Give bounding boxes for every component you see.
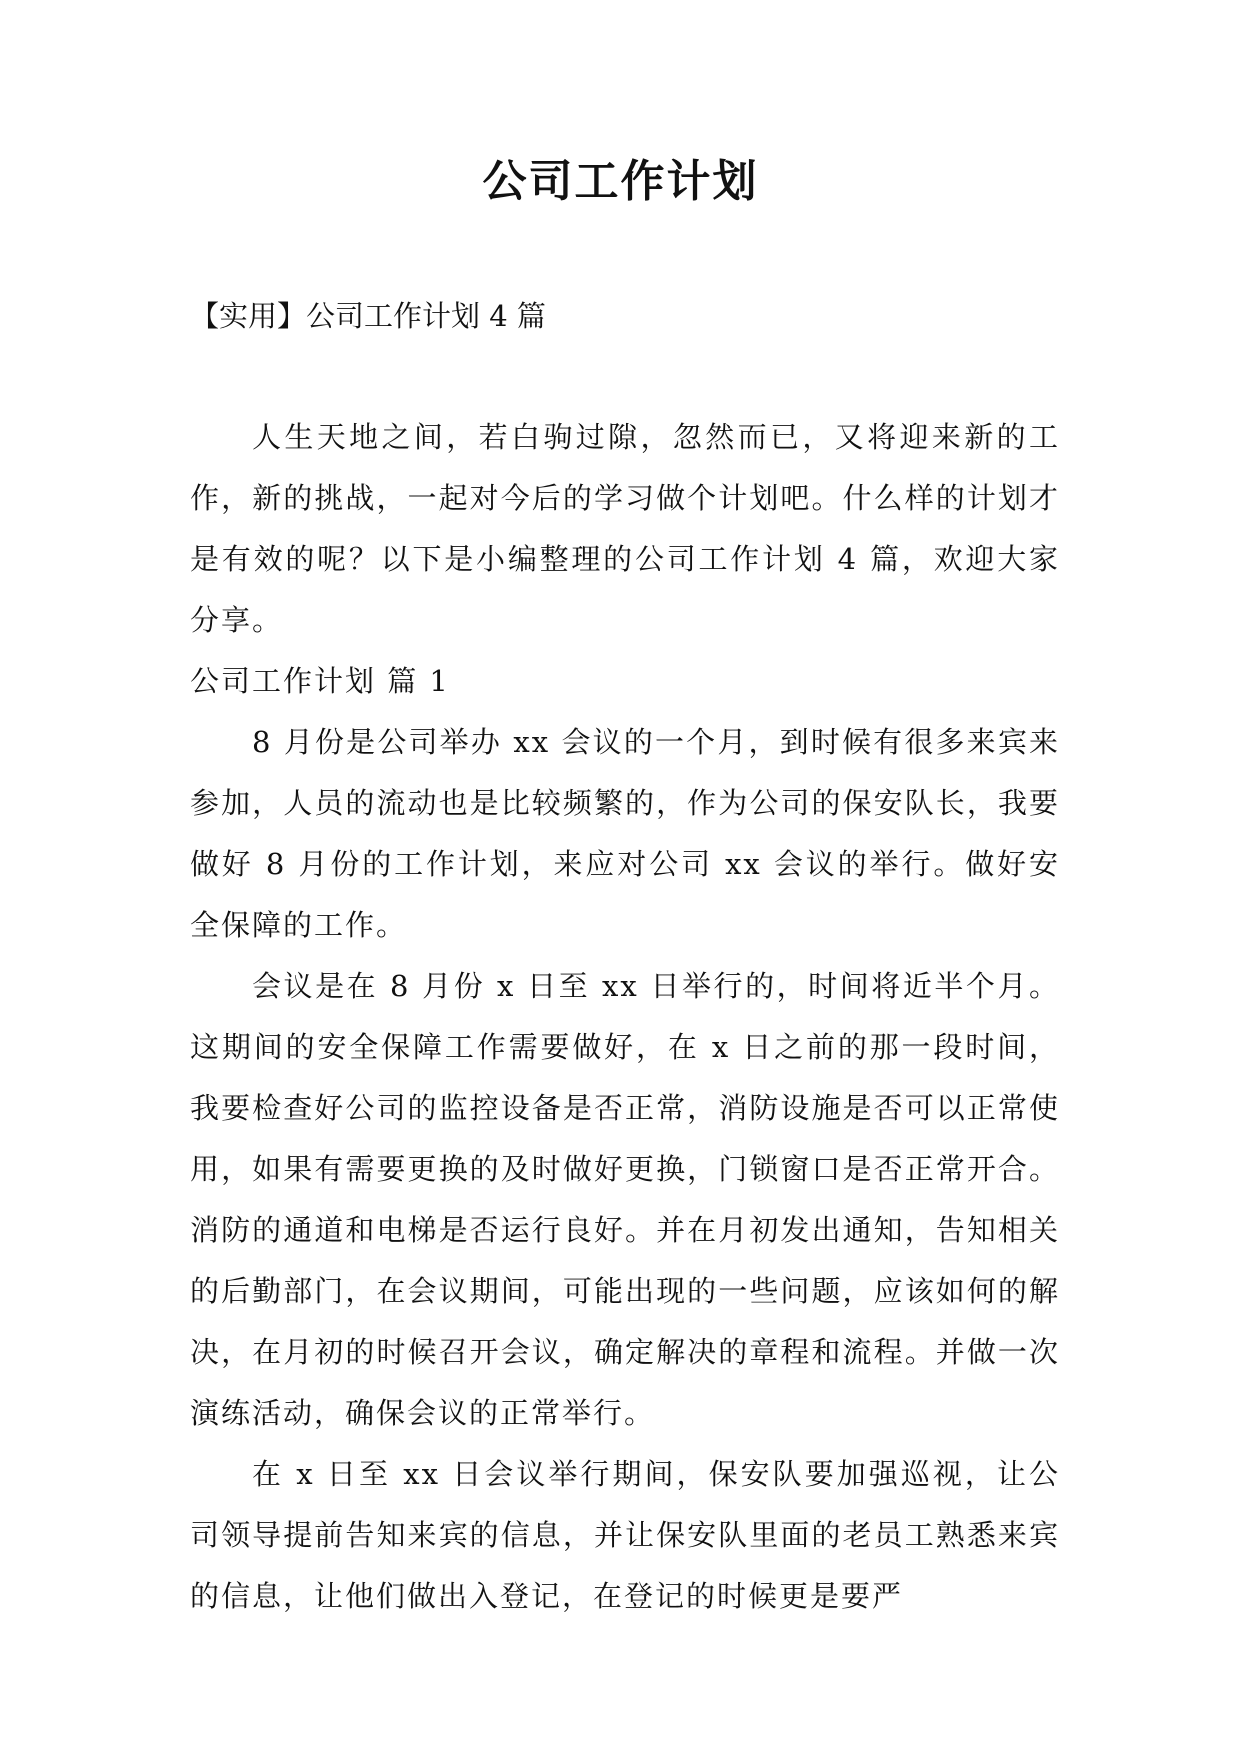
body-paragraph: 8 月份是公司举办 xx 会议的一个月，到时候有很多来宾来参加，人员的流动也是比较频繁的，作为公司的保安队长，我要做好 8 月份的工作计划，来应对公司 xx 会议的举行。做好安全保障的工作。 <box>190 725 1060 942</box>
body-paragraph: 在 x 日至 xx 日会议举行期间，保安队要加强巡视，让公司领导提前告知来宾的信息，并让保安队里面的老员工熟悉来宾的信息，让他们做出入登记，在登记的时候更是要严 <box>190 1457 1060 1613</box>
intro-paragraph: 人生天地之间，若白驹过隙，忽然而已，又将迎来新的工作，新的挑战，一起对今后的学习做个计划吧。什么样的计划才是有效的呢？以下是小编整理的公司工作计划 4 篇，欢迎大家分享。 <box>190 420 1060 637</box>
document-title: 公司工作计划 <box>482 156 759 207</box>
document-subtitle: 【实用】公司工作计划 4 篇 <box>190 299 546 333</box>
body-paragraph: 会议是在 8 月份 x 日至 xx 日举行的，时间将近半个月。这期间的安全保障工作需要做好，在 x 日之前的那一段时间，我要检查好公司的监控设备是否正常，消防设施是否可以正常使用，如果有需要更换的及时做好更换，门锁窗口是否正常开合。消防的通道和电梯是否运行良好。并在月初发出通知，告知相关的后勤部门，在会议期间，可能出现的一些问题，应该如何的解决，在月初的时候召开会议，确定解决的章程和流程。并做一次演练活动，确保会议的正常举行。 <box>190 969 1060 1430</box>
section-heading: 公司工作计划 篇 1 <box>190 664 450 698</box>
document-body <box>190 407 1060 1627</box>
